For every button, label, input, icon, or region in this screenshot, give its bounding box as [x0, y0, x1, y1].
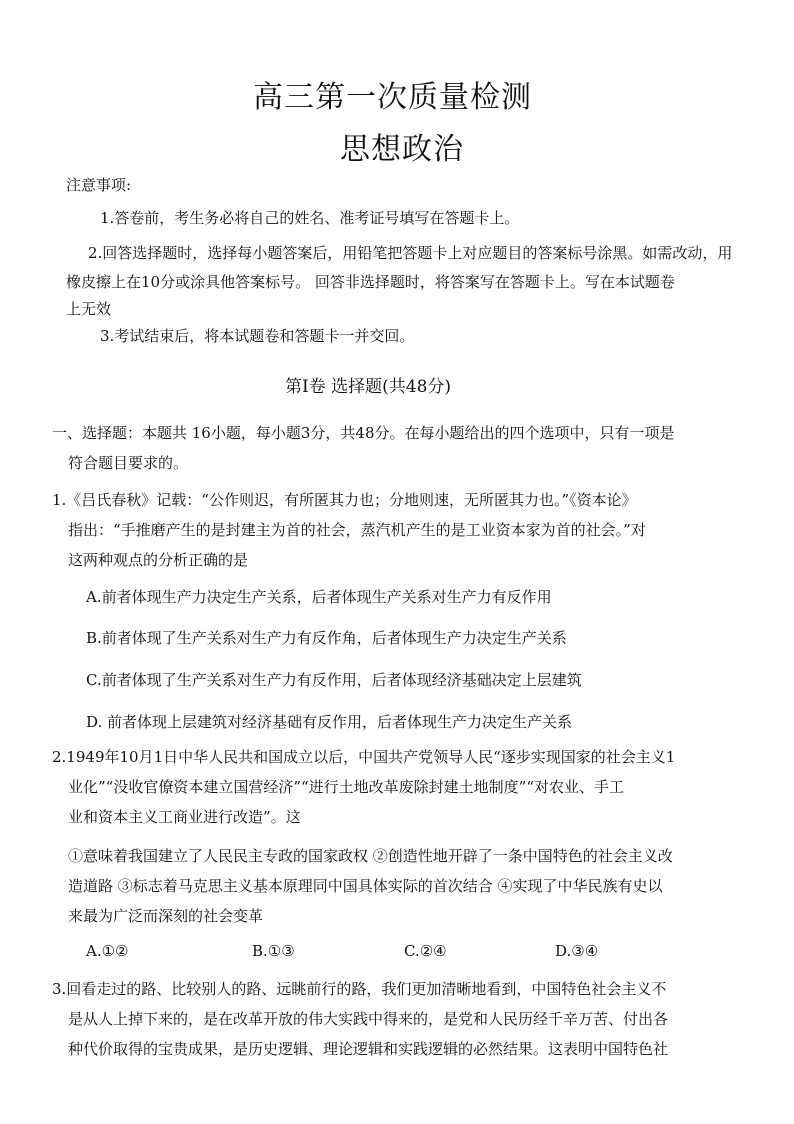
question-2-option-d: D.③④ [555, 942, 599, 960]
question-1-line-3: 这两种观点的分析正确的是 [68, 551, 249, 569]
question-2-statements-line-3: 来最为广泛而深刻的社会变革 [68, 907, 264, 925]
notice-item-2-line-1: 2.回答选择题时，选择每小题答案后，用铅笔把答题卡上对应题目的答案标号涂黑。如需改动，用 [88, 244, 733, 262]
question-1-option-a: A.前者体现生产力决定生产关系，后者体现生产关系对生产力有反作用 [86, 588, 552, 606]
question-2-option-a: A.①② [86, 942, 129, 960]
question-3-line-1: 3.回看走过的路、比较别人的路、远眺前行的路，我们更加清晰地看到，中国特色社会主义不 [52, 980, 667, 998]
question-3-line-2: 是从人上掉下来的，是在改革开放的伟大实践中得来的，是党和人民历经千辛万苦、付出各 [68, 1010, 669, 1028]
section-heading: 第Ⅰ卷 选择题(共48分) [285, 377, 452, 397]
question-1-option-c: C.前者体现了生产关系对生产力有反作用，后者体现经济基础决定上层建筑 [86, 671, 582, 689]
question-2-option-b: B.①③ [252, 942, 295, 960]
question-1-option-b: B.前者体现了生产关系对生产力有反作角，后者体现生产力决定生产关系 [86, 629, 567, 647]
question-2-option-c: C.②④ [404, 942, 447, 960]
question-2-line-1: 2.1949年10月1日中华人民共和国成立以后，中国共产党领导人民“逐步实现国家的社会主义1 [52, 748, 676, 766]
section-instructions-line-2: 符合题目要求的。 [68, 454, 189, 472]
section-instructions-line-1: 一、选择题：本题共 16小题，每小题3分，共48分。在每小题给出的四个选项中，只有一项是 [52, 424, 675, 442]
question-1-line-2: 指出：“手推磨产生的是封建主为首的社会，蒸汽机产生的是工业资本家为首的社会。”对 [68, 521, 646, 539]
question-1-option-d: D. 前者体现上层建筑对经济基础有反作用，后者体现生产力决定生产关系 [86, 713, 573, 731]
question-1-line-1: 1.《吕氏春秋》记载：“公作则迟，有所匿其力也；分地则速，无所匿其力也。”《资本论》 [52, 491, 637, 509]
notice-item-1: 1.答卷前，考生务必将自己的姓名、准考证号填写在答题卡上。 [100, 209, 520, 227]
notice-item-2-line-3: 上无效 [66, 300, 112, 318]
notice-item-3: 3.考试结束后，将本试题卷和答题卡一并交回。 [100, 327, 415, 345]
question-2-line-3: 业和资本主义工商业进行改造”。这 [68, 808, 301, 826]
question-2-statements-line-1: ①意味着我国建立了人民民主专政的国家政权 ②创造性地开辟了一条中国特色的社会主义改 [68, 847, 673, 865]
subject-title: 思想政治 [340, 132, 464, 167]
question-2-statements-line-2: 造道路 ③标志着马克思主义基本原理同中国具体实际的首次结合 ④实现了中华民族有史以 [68, 877, 663, 895]
notice-item-2-line-2: 橡皮擦上在10分或涂具他答案标号。 回答非选择题时，将答案写在答题卡上。写在本试题卷 [66, 273, 675, 291]
notice-label: 注意事项: [66, 176, 132, 194]
exam-title: 高三第一次质量检测 [253, 80, 532, 115]
question-3-line-3: 种代价取得的宝贵成果，是历史逻辑、理论逻辑和实践逻辑的必然结果。这表明中国特色社 [68, 1040, 669, 1058]
question-2-line-2: 业化”“没收官僚资本建立国营经济”“进行土地改革废除封建土地制度”“对农业、手工 [68, 778, 625, 796]
